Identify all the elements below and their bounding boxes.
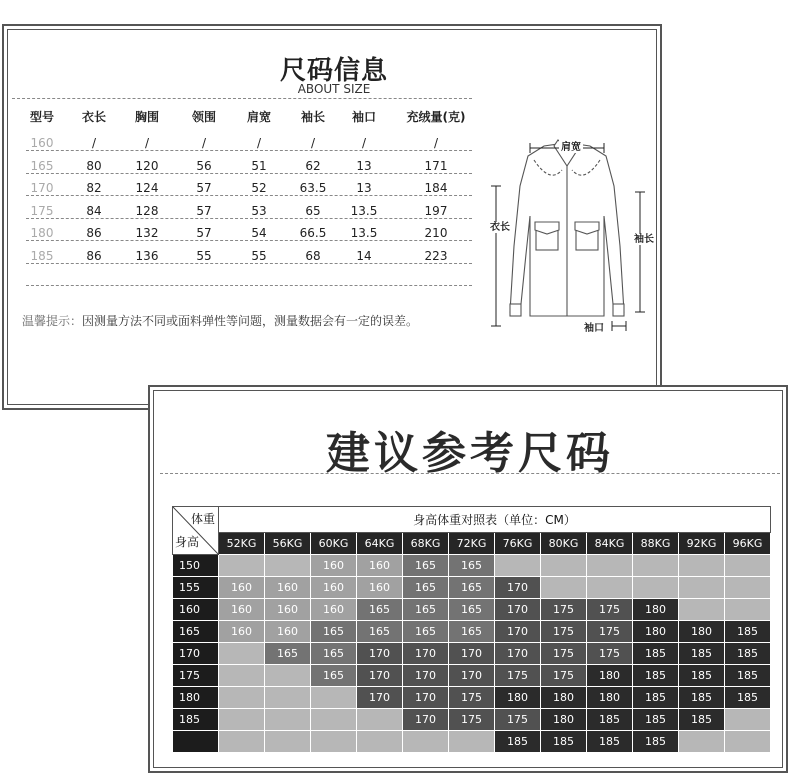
about-size-subtitle: ABOUT SIZE [297,82,371,96]
header-top-divider [12,98,472,99]
weight-header-cell: 92KG [679,533,725,555]
size-value-cell: 62 [305,158,321,173]
size-value-cell: 128 [135,203,159,218]
size-cell: 165 [265,643,311,665]
size-value-cell: / [201,136,207,150]
table-row [173,599,771,621]
table-row [173,709,771,731]
size-cell [587,577,633,599]
size-cell [725,731,771,753]
size-value-cell: 132 [135,226,159,240]
size-model-cell: 165 [30,158,54,173]
weight-header-cell: 60KG [311,533,357,555]
size-cell: 165 [449,577,495,599]
size-cell: 170 [357,687,403,709]
size-value-cell: 84 [86,203,102,218]
size-cell [679,599,725,621]
size-cell: 175 [449,687,495,709]
size-value-cell: 184 [424,181,448,195]
size-cell [587,555,633,577]
weight-header-cell: 64KG [357,533,403,555]
size-cell [541,555,587,577]
size-cell: 165 [403,621,449,643]
size-cell [311,731,357,753]
size-cell: 170 [403,687,449,709]
size-cell: 175 [449,709,495,731]
size-cell: 170 [495,577,541,599]
warm-tip-text: 因测量方法不同或面料弹性等问题，测量数据会有一定的误差。 [82,314,419,328]
height-cell: 185 [173,709,219,731]
weight-header-cell: 80KG [541,533,587,555]
size-row-divider [26,240,472,241]
size-cell [725,709,771,731]
size-value-cell: 68 [305,248,321,263]
size-cell: 175 [495,709,541,731]
size-header-cell: 领围 [191,110,217,124]
size-cell [219,665,265,687]
size-cell: 185 [633,709,679,731]
recommend-size-panel [148,385,788,773]
size-value-cell: 197 [424,203,448,218]
size-cell [679,577,725,599]
height-cell: 160 [173,599,219,621]
size-row-divider [26,173,472,174]
size-cell: 185 [587,709,633,731]
weight-header-cell: 76KG [495,533,541,555]
size-value-cell: 52 [251,181,267,195]
table-row [173,555,771,577]
size-cell: 185 [725,621,771,643]
size-row-divider [26,285,472,286]
table-corner-cell [173,507,219,555]
weight-header-cell: 68KG [403,533,449,555]
size-header-cell: 衣长 [81,110,107,124]
size-cell: 185 [725,665,771,687]
size-cell: 165 [403,555,449,577]
size-value-cell: 57 [196,181,212,195]
size-cell [725,577,771,599]
size-cell: 170 [357,643,403,665]
height-cell: 180 [173,687,219,709]
size-cell: 165 [403,577,449,599]
weight-header-cell: 84KG [587,533,633,555]
size-cell: 165 [449,621,495,643]
size-cell: 185 [679,687,725,709]
height-cell: 175 [173,665,219,687]
size-value-cell: 56 [196,158,212,173]
size-cell: 165 [311,665,357,687]
size-header-cell: 袖口 [351,110,377,124]
size-cell [357,709,403,731]
size-cell: 160 [265,599,311,621]
size-cell: 185 [679,643,725,665]
size-value-cell: 13 [356,158,372,173]
size-cell: 160 [311,577,357,599]
size-cell: 175 [541,599,587,621]
size-value-cell: 53 [251,203,267,218]
size-cell: 180 [587,687,633,709]
height-cell: 170 [173,643,219,665]
size-value-cell: 82 [86,181,102,195]
size-cell: 165 [311,643,357,665]
table-row [173,621,771,643]
height-cell: 150 [173,555,219,577]
size-cell: 170 [403,643,449,665]
size-model-cell: 180 [30,226,54,240]
size-cell [219,643,265,665]
weight-header-row [173,533,771,555]
size-cell: 175 [587,621,633,643]
size-model-cell: 175 [30,203,54,218]
size-value-cell: 136 [135,248,159,263]
size-cell: 160 [265,621,311,643]
size-cell: 170 [495,599,541,621]
size-cell: 180 [633,621,679,643]
size-cell [265,665,311,687]
size-cell [311,687,357,709]
size-cell: 185 [679,709,725,731]
size-cell [219,731,265,753]
size-cell: 180 [587,665,633,687]
size-cell: 160 [311,599,357,621]
about-size-title: 尺码信息 [279,56,388,86]
about-size-panel [2,24,662,410]
table-row [173,687,771,709]
size-value-cell: 14 [356,248,372,263]
size-header-cell: 充绒量(克) [406,110,466,124]
height-cell: 165 [173,621,219,643]
size-value-cell: 13.5 [350,203,378,218]
size-header-cell: 肩宽 [246,110,272,124]
size-cell: 180 [495,687,541,709]
table-row [173,643,771,665]
size-cell [679,731,725,753]
size-cell [541,577,587,599]
weight-header-cell: 56KG [265,533,311,555]
size-cell [219,709,265,731]
size-cell [449,731,495,753]
size-value-cell: 13 [356,181,372,195]
size-row-divider [26,150,472,151]
size-cell: 180 [633,599,679,621]
size-value-cell: 66.5 [299,226,327,240]
size-value-cell: 55 [196,248,212,263]
size-cell [311,709,357,731]
size-row-divider [26,263,472,264]
size-cell: 175 [541,665,587,687]
size-cell: 175 [587,643,633,665]
size-cell: 185 [587,731,633,753]
weight-header-cell: 52KG [219,533,265,555]
weight-header-cell: 96KG [725,533,771,555]
size-cell: 175 [587,599,633,621]
size-value-cell: 63.5 [299,181,327,195]
size-cell: 170 [495,621,541,643]
table-row [173,665,771,687]
size-cell: 180 [679,621,725,643]
size-row-divider [26,218,472,219]
size-value-cell: 86 [86,226,102,240]
size-value-cell: 86 [86,248,102,263]
size-value-cell: 120 [135,158,159,173]
table-row [173,731,771,753]
height-cell [173,731,219,753]
size-row-divider [26,195,472,196]
size-cell [403,731,449,753]
recommend-title-divider [160,473,780,474]
corner-weight-label: 体重 [190,512,215,526]
size-cell: 160 [219,621,265,643]
size-value-cell: / [310,136,316,150]
size-value-cell: 57 [196,226,212,240]
size-cell [633,555,679,577]
size-value-cell: 65 [305,203,321,218]
size-cell: 175 [541,643,587,665]
size-cell: 165 [449,555,495,577]
size-value-cell: 51 [251,158,267,173]
size-value-cell: / [144,136,150,150]
size-cell [725,599,771,621]
size-model-cell: 160 [30,136,54,150]
size-header-cell: 胸围 [134,110,160,124]
size-cell: 165 [403,599,449,621]
size-cell [219,687,265,709]
size-value-cell: / [433,136,439,150]
weight-header-cell: 72KG [449,533,495,555]
size-header-cell: 袖长 [300,110,326,124]
size-cell: 165 [357,621,403,643]
size-model-cell: 170 [30,181,54,195]
size-cell: 185 [495,731,541,753]
size-cell: 165 [449,599,495,621]
size-cell: 185 [725,643,771,665]
size-cell: 160 [357,577,403,599]
size-cell: 160 [219,577,265,599]
corner-height-label: 身高 [175,535,200,549]
size-cell: 170 [449,665,495,687]
size-cell: 170 [449,643,495,665]
size-cell: 170 [357,665,403,687]
table-row [173,577,771,599]
size-cell [219,555,265,577]
size-model-cell: 185 [30,248,54,263]
size-cell: 170 [495,643,541,665]
height-weight-table [172,506,771,753]
size-cell: 180 [541,709,587,731]
size-cell: 160 [311,555,357,577]
size-cell: 170 [403,665,449,687]
weight-header-cell: 88KG [633,533,679,555]
size-cell: 185 [633,665,679,687]
size-value-cell: / [256,136,262,150]
size-cell: 185 [541,731,587,753]
size-cell: 185 [725,687,771,709]
shoulder-label: 肩宽 [559,138,583,153]
size-value-cell: / [91,136,97,150]
size-cell: 160 [357,555,403,577]
size-value-cell: 171 [424,158,448,173]
size-value-cell: 13.5 [350,226,378,240]
warm-tip-label: 温馨提示： [22,314,83,328]
size-cell: 165 [311,621,357,643]
size-value-cell: 210 [424,226,448,240]
size-cell [725,555,771,577]
warm-tip [22,312,418,329]
size-value-cell: 57 [196,203,212,218]
table-caption: 身高体重对照表（单位：CM） [219,507,771,533]
cuff-label: 袖口 [584,323,604,334]
size-cell: 180 [541,687,587,709]
size-cell: 185 [679,665,725,687]
size-cell: 170 [403,709,449,731]
size-cell: 175 [495,665,541,687]
size-cell: 165 [357,599,403,621]
size-cell: 160 [265,577,311,599]
size-cell: 185 [633,687,679,709]
size-cell: 160 [219,599,265,621]
size-cell [679,555,725,577]
size-cell [265,687,311,709]
size-cell [633,577,679,599]
size-cell: 175 [541,621,587,643]
length-label: 衣长 [490,222,510,233]
size-cell [265,555,311,577]
height-cell: 155 [173,577,219,599]
size-cell: 185 [633,643,679,665]
size-value-cell: 124 [135,181,159,195]
size-cell [265,731,311,753]
size-cell [265,709,311,731]
recommend-size-title: 建议参考尺码 [326,428,614,479]
size-value-cell: / [361,136,367,150]
size-cell [357,731,403,753]
size-value-cell: 223 [424,248,448,263]
sleeve-length-label: 袖长 [634,234,654,245]
size-value-cell: 55 [251,248,267,263]
size-value-cell: 54 [251,226,267,240]
size-cell [495,555,541,577]
size-cell: 185 [633,731,679,753]
size-value-cell: 80 [86,158,102,173]
size-header-cell: 型号 [29,110,55,124]
